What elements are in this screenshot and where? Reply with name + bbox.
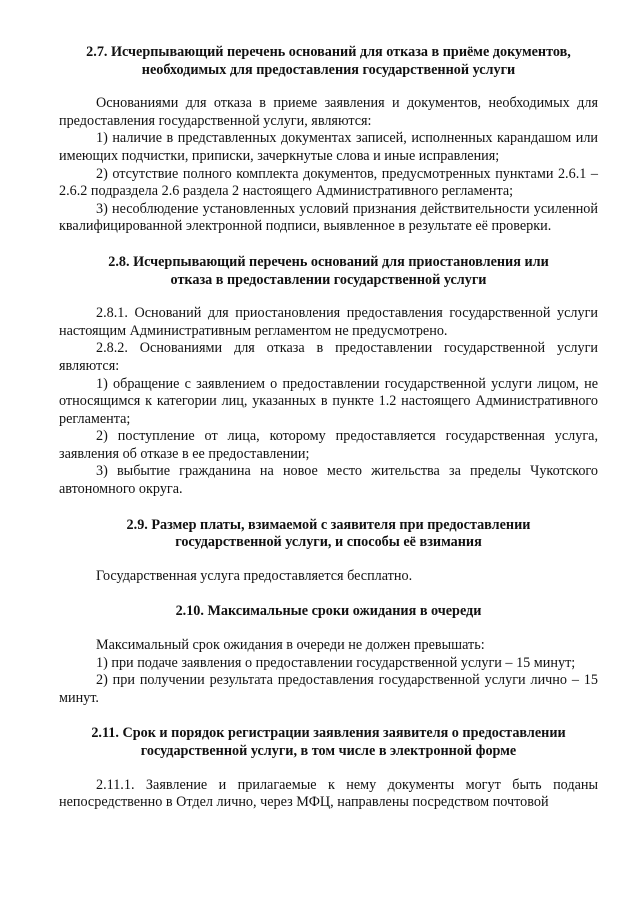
heading-line: 2.7. Исчерпывающий перечень оснований для отказа в приёме документов, bbox=[86, 44, 571, 60]
heading-line: 2.11. Срок и порядок регистрации заявления заявителя о предоставлении bbox=[91, 725, 566, 742]
paragraph: Основаниями для отказа в приеме заявления и документов, необходимых для предоставления государственной услуги, являются: bbox=[59, 95, 598, 129]
section-2-10 bbox=[59, 603, 598, 707]
section-2-9 bbox=[59, 517, 598, 586]
section-heading bbox=[59, 44, 598, 79]
heading-line: 2.10. Максимальные сроки ожидания в очереди bbox=[175, 603, 482, 620]
section-2-11 bbox=[59, 725, 598, 811]
heading-line: 2.9. Размер платы, взимаемой с заявителя при предоставлении bbox=[126, 516, 531, 533]
paragraph: 2.11.1. Заявление и прилагаемые к нему документы могут быть поданы непосредственно в Отдел лично, через МФЦ, направлены посредством почтовой bbox=[59, 776, 598, 811]
paragraph: 2.8.1. Оснований для приостановления предоставления государственной услуги настоящим Административным регламентом не предусмотрено. bbox=[59, 305, 598, 339]
section-heading bbox=[59, 603, 598, 621]
paragraph: 2) при получении результата предоставления государственной услуги лично – 15 минут. bbox=[59, 672, 598, 706]
paragraph: 1) наличие в представленных документах записей, исполненных карандашом или имеющих подчистки, приписки, зачеркнутые слова и иные исправления; bbox=[59, 130, 598, 164]
paragraph: 1) обращение с заявлением о предоставлении государственной услуги лицом, не относящимся к категории лиц, указанных в пункте 1.2 настоящего Административного регламента; bbox=[59, 375, 598, 427]
section-heading bbox=[59, 725, 598, 760]
paragraph: Максимальный срок ожидания в очереди не должен превышать: bbox=[96, 637, 485, 654]
paragraph: 3) выбытие гражданина на новое место жительства за пределы Чукотского автономного округа. bbox=[59, 463, 598, 498]
paragraph: 2) отсутствие полного комплекта документов, предусмотренных пунктами 2.6.1 – 2.6.2 подраздела 2.6 раздела 2 настоящего Административного регламента; bbox=[59, 165, 598, 200]
paragraph: 2) поступление от лица, которому предоставляется государственная услуга, заявления об отказе в ее предоставлении; bbox=[59, 428, 598, 462]
heading-line: отказа в предоставлении государственной услуги bbox=[170, 271, 487, 288]
section-heading bbox=[59, 517, 598, 552]
heading-line: государственной услуги, в том числе в электронной форме bbox=[140, 743, 517, 759]
paragraph: Государственная услуга предоставляется бесплатно. bbox=[96, 567, 413, 584]
heading-line: 2.8. Исчерпывающий перечень оснований для приостановления или bbox=[108, 253, 549, 270]
paragraph: 2.8.2. Основаниями для отказа в предоставлении государственной услуги являются: bbox=[59, 340, 598, 374]
heading-line: необходимых для предоставления государственной услуги bbox=[141, 61, 516, 78]
paragraph: 1) при подаче заявления о предоставлении государственной услуги – 15 минут; bbox=[96, 654, 576, 671]
paragraph: 3) несоблюдение установленных условий признания действительности усиленной квалифицированной электронной подписи, выявленное в результате её проверки. bbox=[59, 200, 598, 235]
section-2-8 bbox=[59, 254, 598, 499]
section-heading bbox=[59, 254, 598, 289]
section-2-7 bbox=[59, 44, 598, 236]
heading-line: государственной услуги, и способы её взимания bbox=[175, 534, 482, 551]
